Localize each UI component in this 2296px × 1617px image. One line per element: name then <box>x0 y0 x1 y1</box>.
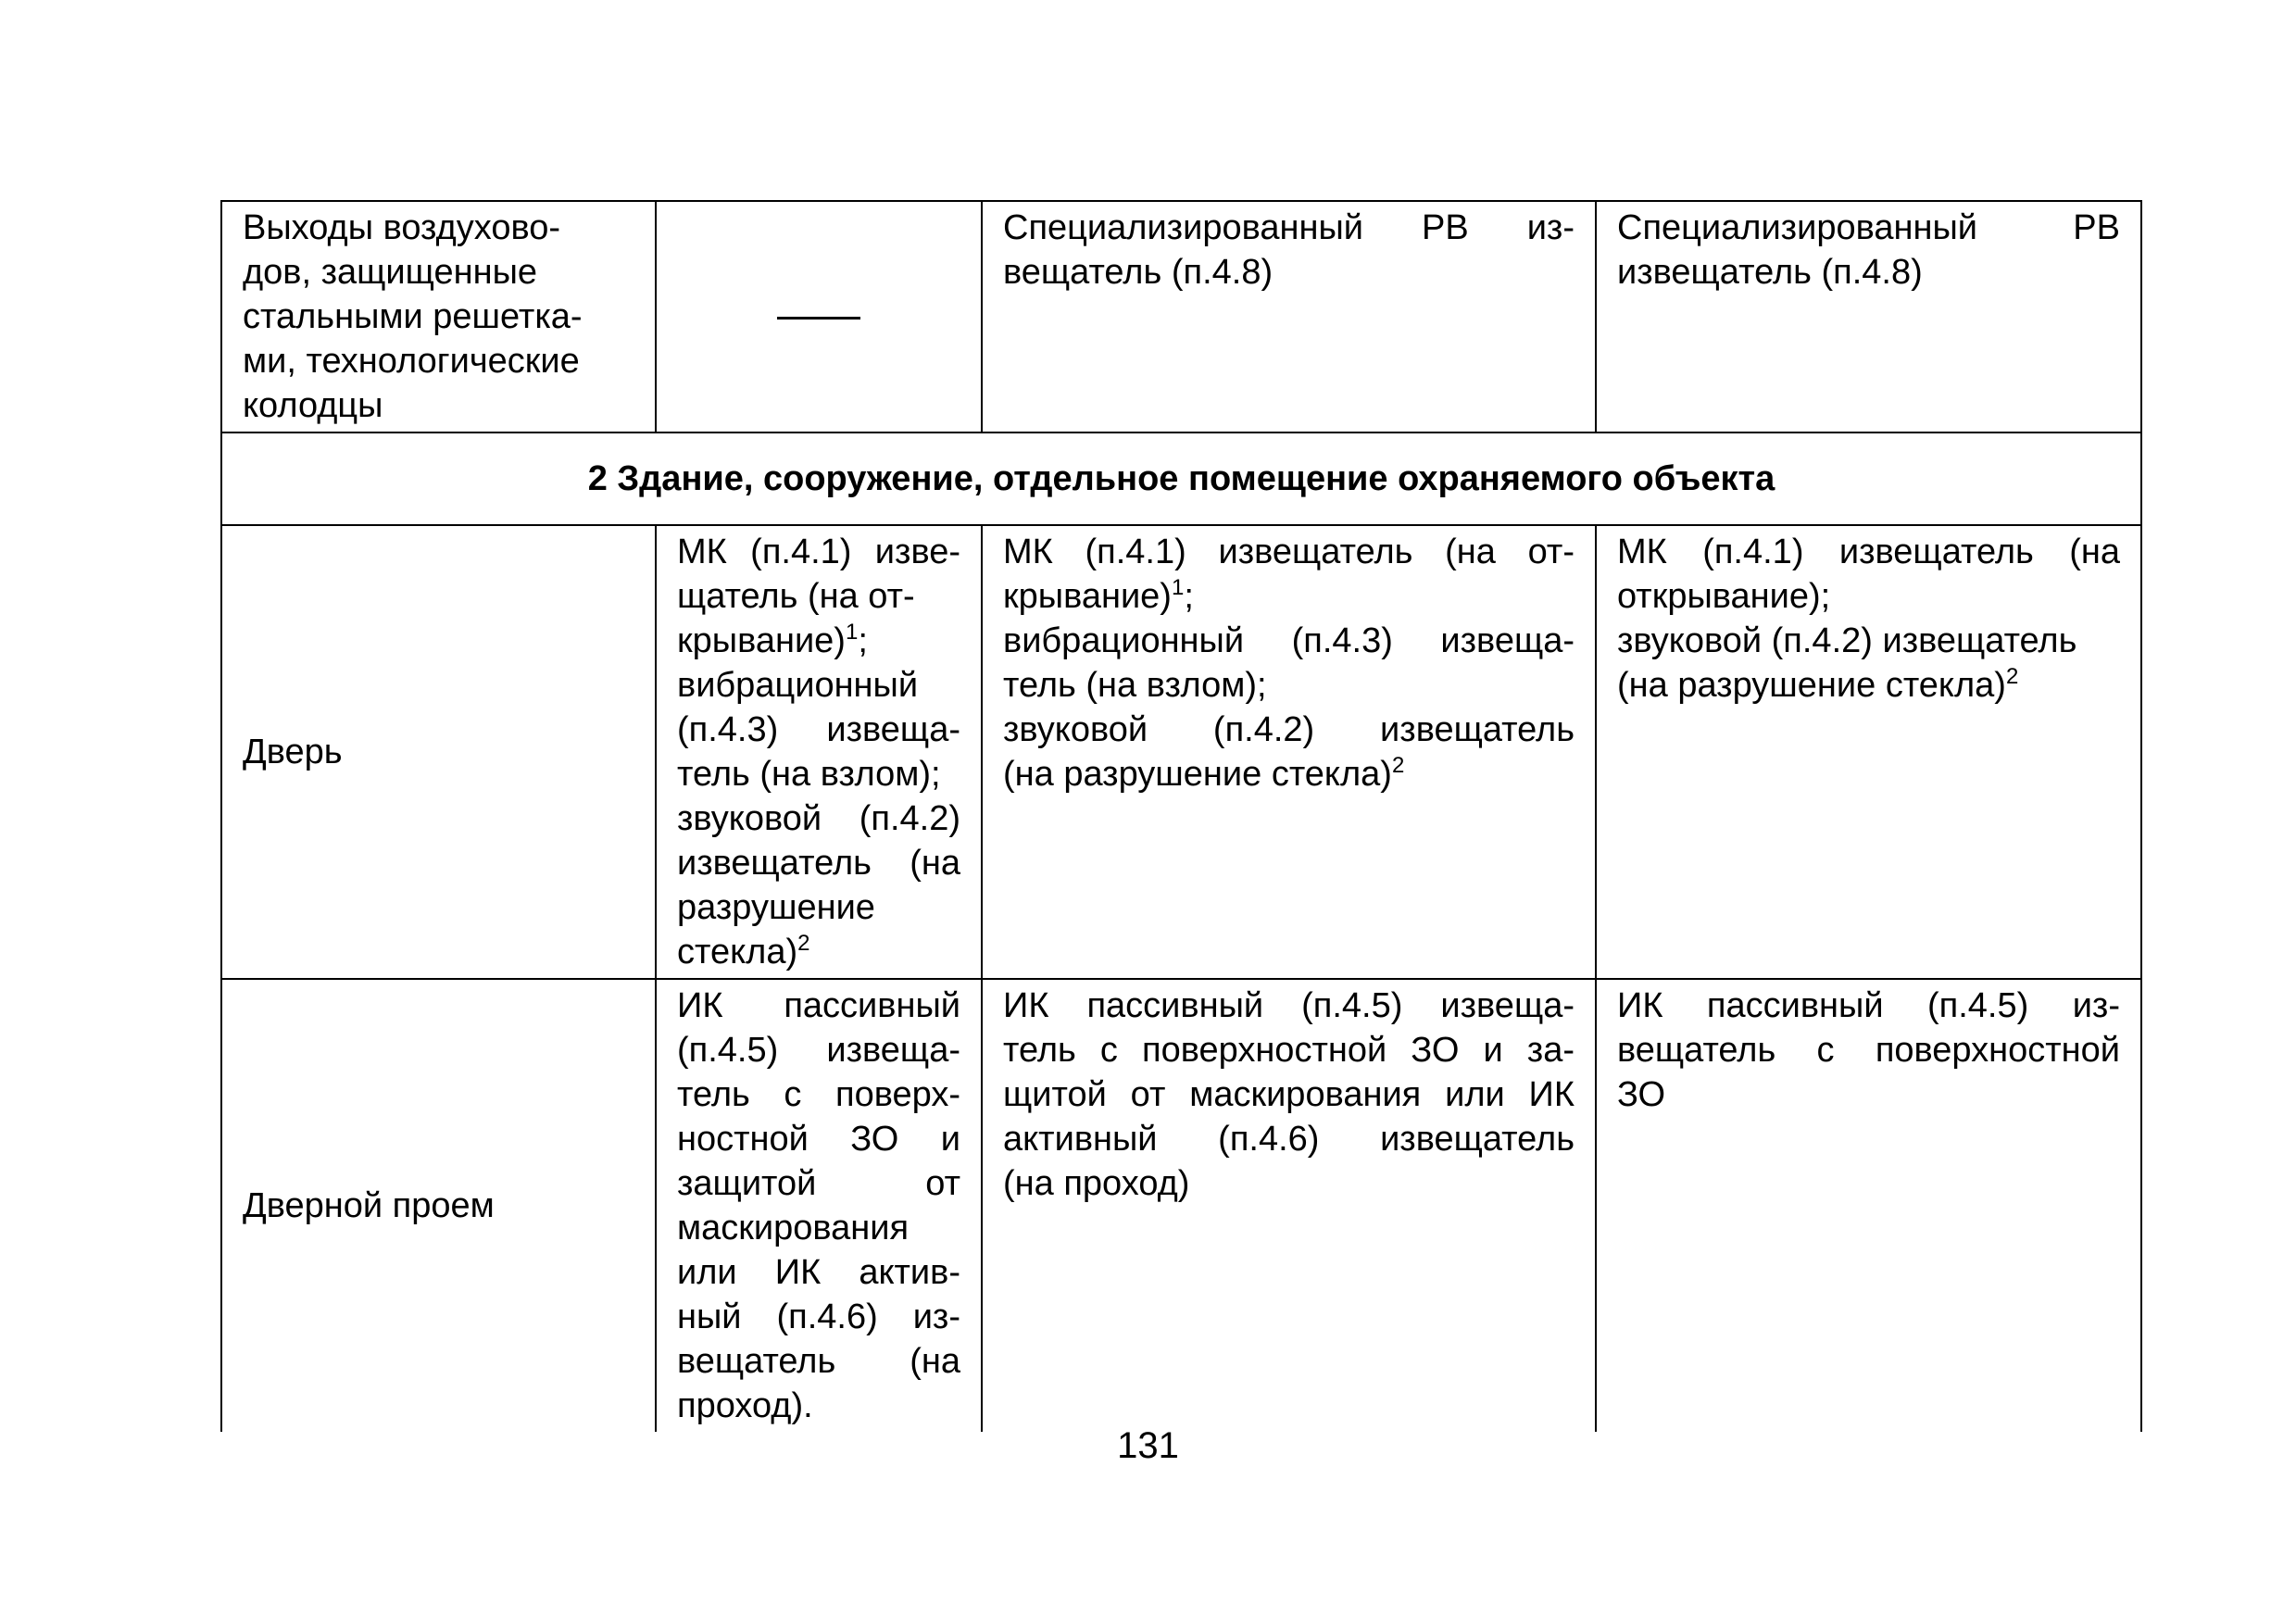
text-line: или ИК актив- <box>677 1253 960 1292</box>
cell-air-ducts-col3 <box>982 201 1596 432</box>
text-line: тель (на взлом); <box>1003 666 1267 705</box>
text-line: открывание); <box>1617 577 1831 616</box>
text-line: (п.4.3) извеща- <box>677 710 960 749</box>
text-line: стальными решетка- <box>243 297 583 336</box>
text-fragment: стекла) <box>677 933 798 971</box>
cell-location-air-ducts <box>221 201 656 432</box>
cell-not-applicable <box>656 201 982 432</box>
text-line: проход). <box>677 1386 813 1425</box>
text-line: вибрационный (п.4.3) извеща- <box>1003 621 1575 660</box>
footnote-mark: 2 <box>1391 753 1405 778</box>
text-line: тель (на взлом); <box>677 755 941 794</box>
text-line: ИК пассивный (п.4.5) извеща- <box>1003 986 1575 1025</box>
text-line <box>1003 574 1575 619</box>
text-fragment: ; <box>858 621 868 660</box>
cell-location-doorway: Дверной проем <box>221 979 656 1432</box>
text-line: ностной ЗО и <box>677 1120 960 1159</box>
dash-mark <box>777 317 860 320</box>
text-line <box>1617 663 2120 708</box>
text-line: защитой от <box>677 1164 960 1203</box>
text-line: тель с поверхностной ЗО и за- <box>1003 1031 1575 1070</box>
table-section-row <box>221 432 2141 525</box>
text-line: дов, защищенные <box>243 253 538 292</box>
table-row-door <box>221 525 2141 979</box>
text-line: вещатель с поверхностной <box>1617 1031 2120 1070</box>
table-row-air-ducts <box>221 201 2141 432</box>
footnote-mark: 1 <box>1171 575 1185 600</box>
text-line: активный (п.4.6) извещатель <box>1003 1120 1575 1159</box>
text-line <box>677 930 960 974</box>
text-line: извещатель (на <box>677 844 960 883</box>
text-line: маскирования <box>677 1209 910 1247</box>
text-line: вибрационный <box>677 666 919 705</box>
cell-doorway-col3 <box>982 979 1596 1432</box>
text-fragment: (на разрушение стекла) <box>1003 755 1392 794</box>
text-line: Специализированный РВ <box>1617 208 2120 247</box>
cell-door-col4 <box>1596 525 2141 979</box>
text-line: МК (п.4.1) извещатель (на от- <box>1003 533 1575 571</box>
text-line: звуковой (п.4.2) извещатель <box>1617 621 2077 660</box>
text-line: Специализированный РВ из- <box>1003 208 1575 247</box>
text-line: щатель (на от- <box>677 577 915 616</box>
text-line: ИК пассивный <box>677 986 960 1025</box>
text-line: звуковой (п.4.2) <box>677 799 960 838</box>
cell-door-col3 <box>982 525 1596 979</box>
text-fragment: крывание) <box>677 621 846 660</box>
table-row-doorway <box>221 979 2141 1432</box>
text-line: щитой от маскирования или ИК <box>1003 1075 1575 1114</box>
text-line: (на проход) <box>1003 1164 1190 1203</box>
text-line: (п.4.5) извеща- <box>677 1031 960 1070</box>
text-line: звуковой (п.4.2) извещатель <box>1003 710 1575 749</box>
text-line: ИК пассивный (п.4.5) из- <box>1617 986 2120 1025</box>
cell-doorway-col2 <box>656 979 982 1432</box>
text-line: тель с поверх- <box>677 1075 960 1114</box>
text-line: ный (п.4.6) из- <box>677 1297 960 1336</box>
text-line: ми, технологические <box>243 342 580 381</box>
text-line: вещатель (п.4.8) <box>1003 253 1273 292</box>
text-line: Выходы воздухово- <box>243 208 561 247</box>
text-line <box>1003 752 1575 796</box>
text-line: извещатель (п.4.8) <box>1617 253 1923 292</box>
text-line: вещатель (на <box>677 1342 960 1381</box>
specification-table <box>220 200 2142 1432</box>
section-title: 2 Здание, сооружение, отдельное помещение охраняемого объекта <box>221 432 2141 525</box>
text-fragment: крывание) <box>1003 577 1172 616</box>
text-line: МК (п.4.1) изве- <box>677 533 960 571</box>
text-line: ЗО <box>1617 1075 1666 1114</box>
footnote-mark: 1 <box>845 620 859 645</box>
cell-air-ducts-col4 <box>1596 201 2141 432</box>
text-line: МК (п.4.1) извещатель (на <box>1617 533 2120 571</box>
text-fragment: (на разрушение стекла) <box>1617 666 2006 705</box>
text-line: разрушение <box>677 888 875 927</box>
cell-door-col2 <box>656 525 982 979</box>
text-line <box>677 619 960 663</box>
cell-location-door: Дверь <box>221 525 656 979</box>
text-fragment: ; <box>1184 577 1194 616</box>
footnote-mark: 2 <box>2005 664 2019 689</box>
cell-doorway-col4 <box>1596 979 2141 1432</box>
page-number: 131 <box>1117 1425 1179 1466</box>
text-line: колодцы <box>243 386 383 425</box>
footnote-mark: 2 <box>797 931 810 956</box>
